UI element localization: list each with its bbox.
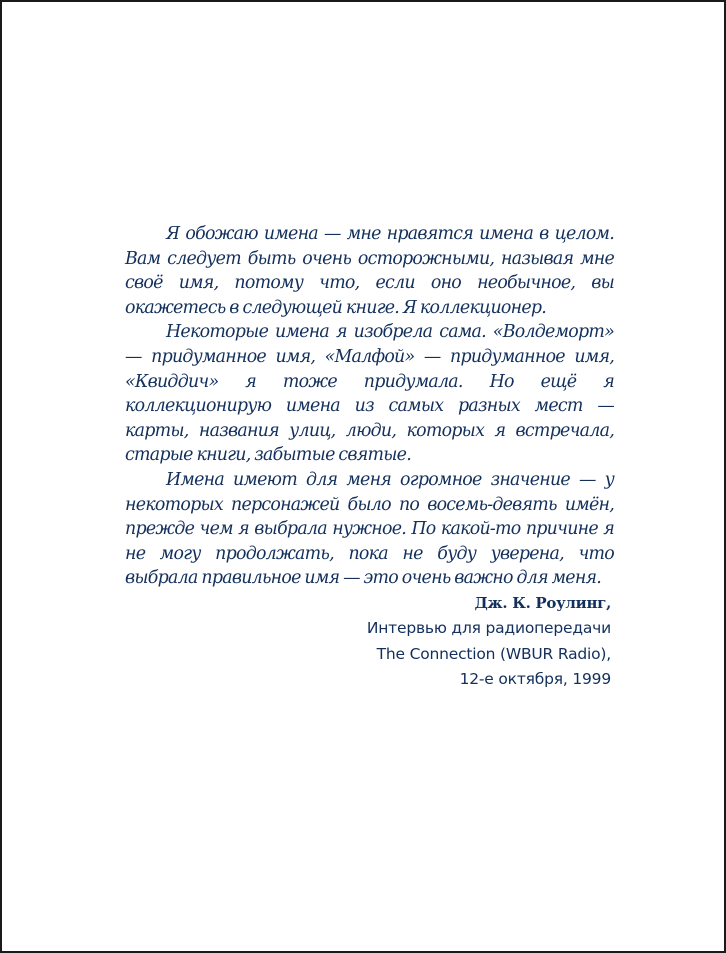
attribution-date: 12-е октября, 1999	[459, 669, 611, 688]
quote-paragraph-2: Некоторые имена я изобрела сама. «Волдеморт» — придуманное имя, «Малфой» — придуманное имя, «Квиддич» я тоже придумала. Но ещё я коллекционирую имена из самых разных мест — карты, названия улиц, люди, которых я встречала, старые книги, забытые святые.	[125, 322, 614, 466]
epigraph-quote	[125, 222, 614, 591]
quote-paragraph-3: Имена имеют для меня огромное значение — у некоторых персонажей было по восемь-девять имён, прежде чем я выбрала нужное. По какой-то причине я не могу продолжать, пока не буду уверена, что выбрала правильное имя — это очень важно для меня.	[125, 469, 614, 589]
attribution-source-line-1: Интервью для радиопередачи	[366, 619, 611, 638]
attribution-author: Дж. К. Роулинг,	[474, 594, 611, 612]
quote-paragraph-1: Я обожаю имена — мне нравятся имена в целом. Вам следует быть очень осторожными, называя мне своё имя, потому что, если оно необычное, вы окажетесь в следующей книге. Я коллекционер.	[125, 224, 614, 318]
quote-attribution	[367, 591, 611, 692]
attribution-source-line-2: The Connection (WBUR Radio),	[376, 644, 611, 663]
